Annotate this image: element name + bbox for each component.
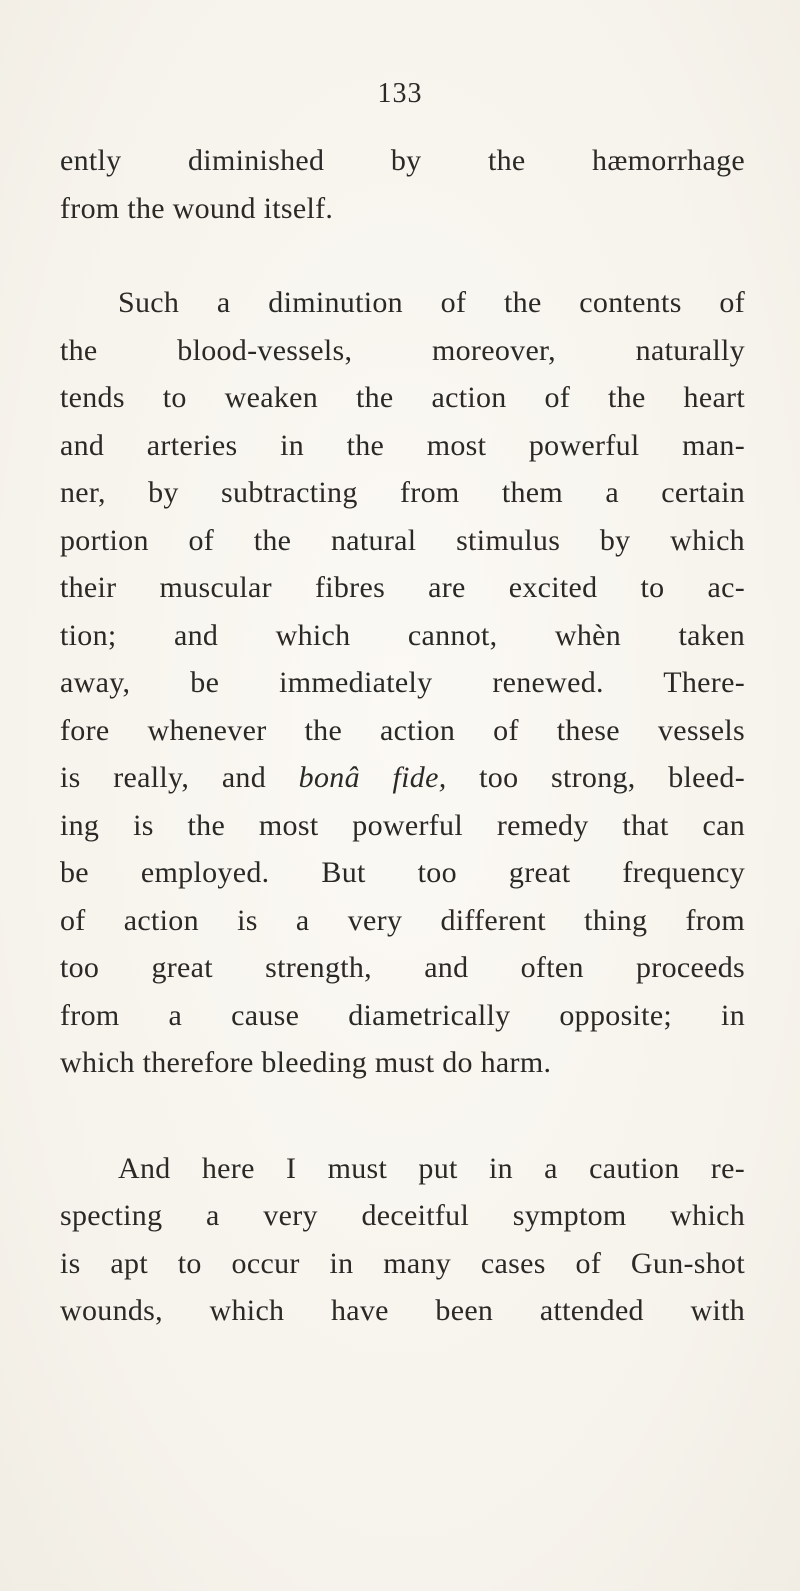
text-line: is apt to occur in many cases of Gun-shot <box>60 1246 745 1280</box>
text-line: tends to weaken the action of the heart <box>60 381 745 414</box>
text-line: of action is a very different thing from <box>60 903 745 937</box>
text-line: specting a very deceitful symptom which <box>60 1199 745 1232</box>
text-line: ner, by subtracting from them a certain <box>60 476 745 509</box>
text-run: is really, and <box>60 761 299 794</box>
text-line: away, be immediately renewed. There- <box>60 666 745 699</box>
text-line: and arteries in the most powerful man- <box>60 428 745 462</box>
text-line: the blood-vessels, moreover, naturally <box>60 333 745 367</box>
text-line: too great strength, and often proceeds <box>60 951 745 984</box>
text-line: ing is the most powerful remedy that can <box>60 808 745 842</box>
page-number: 133 <box>377 78 423 109</box>
paragraph-1 <box>60 137 745 232</box>
text-line: And here I must put in a caution re- <box>118 1151 745 1185</box>
text-line-with-italic <box>60 754 745 802</box>
text-run: too strong, bleed- <box>446 761 745 794</box>
text-line: from a cause diametrically opposite; in <box>60 998 745 1032</box>
text-line: Such a diminution of the contents of <box>118 286 745 319</box>
italic-phrase: bonâ fide, <box>298 761 447 794</box>
text-line: portion of the natural stimulus by which <box>60 523 745 557</box>
text-line: fore whenever the action of these vessels <box>60 713 745 747</box>
text-line: from the wound itself. <box>60 191 334 225</box>
text-line: ently diminished by the hæmorrhage <box>60 144 745 177</box>
text-line: be employed. But too great frequency <box>60 856 745 889</box>
paragraph-2 <box>60 279 745 1087</box>
text-line: wounds, which have been attended with <box>60 1294 745 1327</box>
paragraph-3 <box>60 1145 745 1335</box>
text-line: which therefore bleeding must do harm. <box>60 1046 552 1079</box>
text-line: their muscular fibres are excited to ac- <box>60 571 745 604</box>
body-text <box>60 137 745 1335</box>
text-line: tion; and which cannot, whèn taken <box>60 618 745 652</box>
